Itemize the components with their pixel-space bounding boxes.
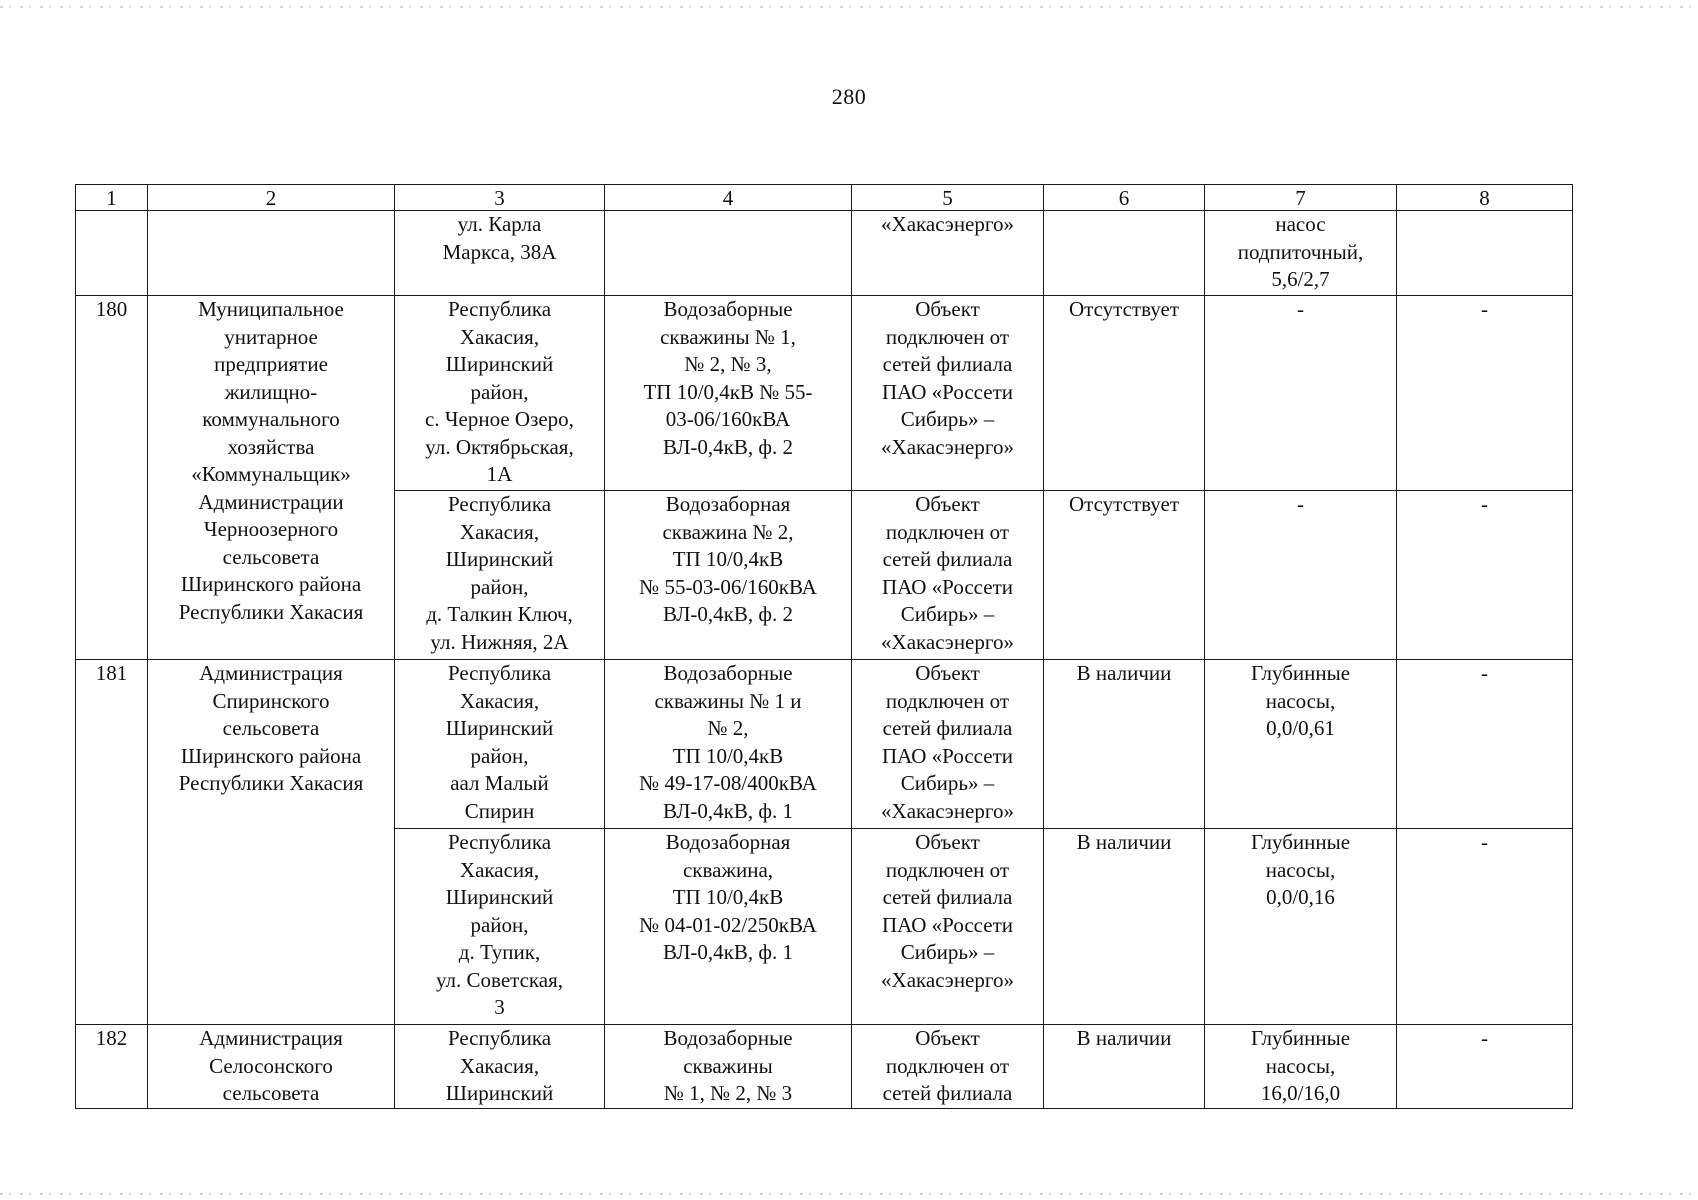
address-cell: ул. Карла Маркса, 38А	[395, 211, 605, 296]
column-header: 2	[148, 185, 395, 211]
connection-cell: Объект подключен от сетей филиала ПАО «Россети Сибирь» – «Хакасэнерго»	[852, 296, 1044, 491]
note-cell: -	[1397, 1025, 1573, 1109]
reserve-cell: В наличии	[1044, 660, 1205, 829]
note-cell	[1397, 211, 1573, 296]
equipment-cell: Глубинные насосы, 0,0/0,61	[1205, 660, 1397, 829]
organization-cell: Администрация Спиринского сельсовета Ширинского района Республики Хакасия	[148, 660, 395, 1025]
equipment-cell: Глубинные насосы, 0,0/0,16	[1205, 829, 1397, 1025]
organization-cell: Администрация Селосонского сельсовета	[148, 1025, 395, 1109]
object-cell: Водозаборные скважины № 1 и № 2, ТП 10/0,4кВ № 49-17-08/400кВА ВЛ-0,4кВ, ф. 1	[605, 660, 852, 829]
row-number-cell: 181	[76, 660, 148, 1025]
table-header-row	[76, 185, 1573, 211]
note-cell: -	[1397, 660, 1573, 829]
column-header: 5	[852, 185, 1044, 211]
organization-cell: Муниципальное унитарное предприятие жилищно- коммунального хозяйства «Коммунальщик» Администрации Черноозерного сельсовета Ширинского района Республики Хакасия	[148, 296, 395, 660]
reserve-cell: Отсутствует	[1044, 491, 1205, 660]
equipment-cell: -	[1205, 296, 1397, 491]
column-header: 6	[1044, 185, 1205, 211]
table-row-continuation	[76, 211, 1573, 296]
address-cell: Республика Хакасия, Ширинский район, д. Талкин Ключ, ул. Нижняя, 2А	[395, 491, 605, 660]
object-cell: Водозаборные скважины № 1, № 2, № 3, ТП 10/0,4кВ № 55- 03-06/160кВА ВЛ-0,4кВ, ф. 2	[605, 296, 852, 491]
equipment-cell: Глубинные насосы, 16,0/16,0	[1205, 1025, 1397, 1109]
column-header: 4	[605, 185, 852, 211]
column-header: 3	[395, 185, 605, 211]
connection-cell: Объект подключен от сетей филиала	[852, 1025, 1044, 1109]
connection-cell: Объект подключен от сетей филиала ПАО «Россети Сибирь» – «Хакасэнерго»	[852, 829, 1044, 1025]
reserve-cell	[1044, 211, 1205, 296]
note-cell: -	[1397, 491, 1573, 660]
row-number-cell: 182	[76, 1025, 148, 1109]
column-header: 1	[76, 185, 148, 211]
address-cell: Республика Хакасия, Ширинский район, д. Тупик, ул. Советская, 3	[395, 829, 605, 1025]
reserve-cell: Отсутствует	[1044, 296, 1205, 491]
connection-cell: Объект подключен от сетей филиала ПАО «Россети Сибирь» – «Хакасэнерго»	[852, 660, 1044, 829]
equipment-cell: -	[1205, 491, 1397, 660]
object-cell: Водозаборная скважина № 2, ТП 10/0,4кВ № 55-03-06/160кВА ВЛ-0,4кВ, ф. 2	[605, 491, 852, 660]
scan-edge-top	[0, 6, 1698, 8]
table-row	[76, 296, 1573, 491]
table-row	[76, 660, 1573, 829]
object-cell	[605, 211, 852, 296]
row-number-cell: 180	[76, 296, 148, 660]
address-cell: Республика Хакасия, Ширинский	[395, 1025, 605, 1109]
equipment-cell: насос подпиточный, 5,6/2,7	[1205, 211, 1397, 296]
table-row	[76, 1025, 1573, 1109]
address-cell: Республика Хакасия, Ширинский район, аал Малый Спирин	[395, 660, 605, 829]
column-header: 8	[1397, 185, 1573, 211]
data-table	[75, 184, 1573, 1109]
scan-edge-bottom	[0, 1193, 1698, 1195]
reserve-cell: В наличии	[1044, 1025, 1205, 1109]
connection-cell: «Хакасэнерго»	[852, 211, 1044, 296]
note-cell: -	[1397, 296, 1573, 491]
object-cell: Водозаборная скважина, ТП 10/0,4кВ № 04-01-02/250кВА ВЛ-0,4кВ, ф. 1	[605, 829, 852, 1025]
connection-cell: Объект подключен от сетей филиала ПАО «Россети Сибирь» – «Хакасэнерго»	[852, 491, 1044, 660]
reserve-cell: В наличии	[1044, 829, 1205, 1025]
page-number: 280	[831, 84, 867, 109]
column-header: 7	[1205, 185, 1397, 211]
address-cell: Республика Хакасия, Ширинский район, с. Черное Озеро, ул. Октябрьская, 1А	[395, 296, 605, 491]
note-cell: -	[1397, 829, 1573, 1025]
organization-cell	[148, 211, 395, 296]
object-cell: Водозаборные скважины № 1, № 2, № 3	[605, 1025, 852, 1109]
row-number-cell	[76, 211, 148, 296]
